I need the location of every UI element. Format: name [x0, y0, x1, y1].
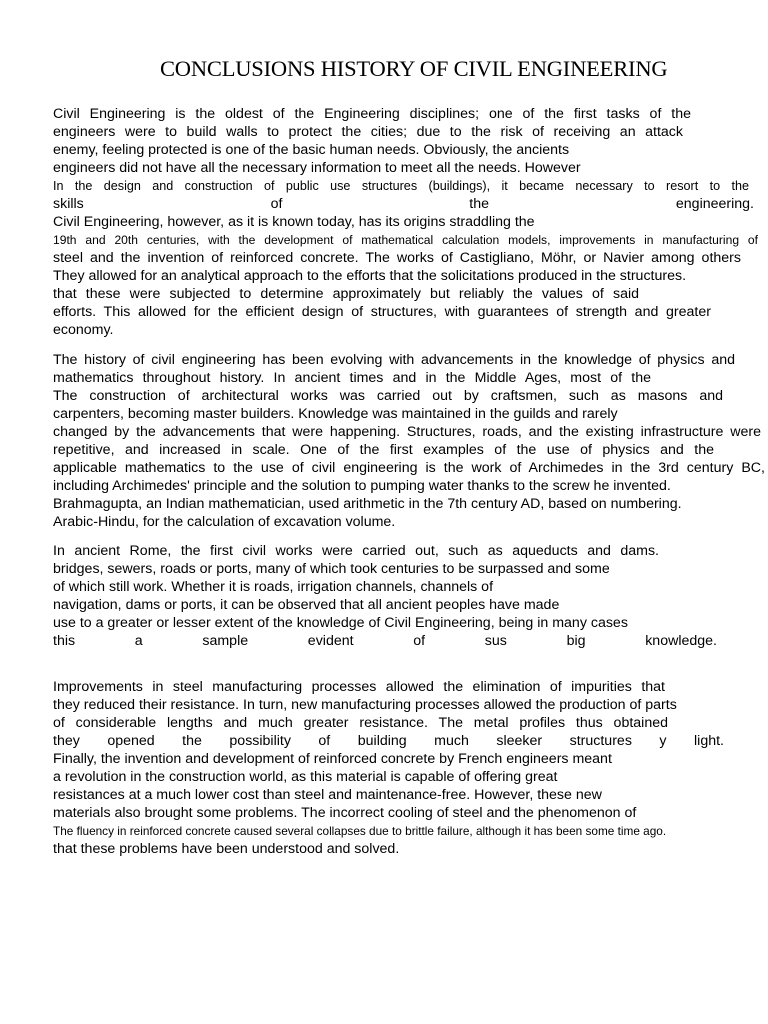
paragraph-line: of considerable lengths and much greater resistance. The metal profiles thus obtained [53, 715, 668, 731]
paragraph-line: 19th and 20th centuries, with the development of mathematical calculation models, improvements in manufacturing of [53, 233, 758, 247]
paragraph-line: use to a greater or lesser extent of the knowledge of Civil Engineering, being in many cases [53, 615, 628, 631]
paragraph-line: materials also brought some problems. The incorrect cooling of steel and the phenomenon of [53, 805, 637, 821]
paragraph-line: resistances at a much lower cost than steel and maintenance-free. However, these new [53, 787, 602, 803]
paragraph-3 [53, 542, 753, 650]
paragraph-line: The history of civil engineering has been evolving with advancements in the knowledge of physics and [53, 352, 735, 368]
paragraph-line: Civil Engineering, however, as it is known today, has its origins straddling the [53, 214, 535, 230]
paragraph-line: steel and the invention of reinforced concrete. The works of Castigliano, Möhr, or Navier among others [53, 250, 741, 266]
paragraph-line: carpenters, becoming master builders. Knowledge was maintained in the guilds and rarely [53, 406, 618, 422]
paragraph-line: Finally, the invention and development of reinforced concrete by French engineers meant [53, 751, 612, 767]
paragraph-line: skills of the engineering. [53, 196, 754, 212]
paragraph-line: a revolution in the construction world, as this material is capable of offering great [53, 769, 558, 785]
paragraph-line: In ancient Rome, the first civil works were carried out, such as aqueducts and dams. [53, 543, 659, 559]
paragraph-line: that these problems have been understood and solved. [53, 841, 400, 857]
paragraph-line: changed by the advancements that were happening. Structures, roads, and the existing infrastructure were [53, 424, 761, 440]
paragraph-line: including Archimedes' principle and the solution to pumping water thanks to the screw he invented. [53, 478, 671, 494]
paragraph-line: economy. [53, 322, 114, 338]
paragraph-line: Arabic-Hindu, for the calculation of excavation volume. [53, 514, 396, 530]
paragraph-line: enemy, feeling protected is one of the basic human needs. Obviously, the ancients [53, 142, 570, 158]
paragraph-line: engineers were to build walls to protect the cities; due to the risk of receiving an attack [53, 124, 683, 140]
paragraph-line: engineers did not have all the necessary information to meet all the needs. However [53, 160, 581, 176]
paragraph-line: Civil Engineering is the oldest of the Engineering disciplines; one of the first tasks of the [53, 106, 691, 122]
paragraph-line: of which still work. Whether it is roads, irrigation channels, channels of [53, 579, 494, 595]
paragraph-4 [53, 678, 753, 858]
paragraph-line: they reduced their resistance. In turn, new manufacturing processes allowed the production of parts [53, 697, 677, 713]
paragraph-line: they opened the possibility of building much sleeker structures y light. [53, 733, 724, 749]
paragraph-line: applicable mathematics to the use of civil engineering is the work of Archimedes in the 3rd century BC, [53, 460, 765, 476]
paragraph-2 [53, 351, 765, 531]
paragraph-line: Improvements in steel manufacturing processes allowed the elimination of impurities that [53, 679, 665, 695]
paragraph-line: They allowed for an analytical approach to the efforts that the solicitations produced in the structures. [53, 268, 687, 284]
paragraph-line: that these were subjected to determine approximately but reliably the values of said [53, 286, 639, 302]
paragraph-line: this a sample evident of sus big knowledge. [53, 633, 717, 649]
paragraph-1 [53, 105, 758, 339]
paragraph-line: The construction of architectural works was carried out by craftsmen, such as masons and [53, 388, 723, 404]
paragraph-line: The fluency in reinforced concrete caused several collapses due to brittle failure, although it has been some time ago. [53, 824, 667, 838]
document-title: CONCLUSIONS HISTORY OF CIVIL ENGINEERING [160, 56, 668, 81]
paragraph-line: mathematics throughout history. In ancient times and in the Middle Ages, most of the [53, 370, 651, 386]
paragraph-line: navigation, dams or ports, it can be observed that all ancient peoples have made [53, 597, 560, 613]
paragraph-line: repetitive, and increased in scale. One of the first examples of the use of physics and the [53, 442, 714, 458]
paragraph-line: bridges, sewers, roads or ports, many of which took centuries to be surpassed and some [53, 561, 610, 577]
paragraph-line: In the design and construction of public use structures (buildings), it became necessary to resort to the [53, 179, 749, 193]
paragraph-line: efforts. This allowed for the efficient design of structures, with guarantees of strength and greater [53, 304, 711, 320]
paragraph-line: Brahmagupta, an Indian mathematician, used arithmetic in the 7th century AD, based on numbering. [53, 496, 682, 512]
